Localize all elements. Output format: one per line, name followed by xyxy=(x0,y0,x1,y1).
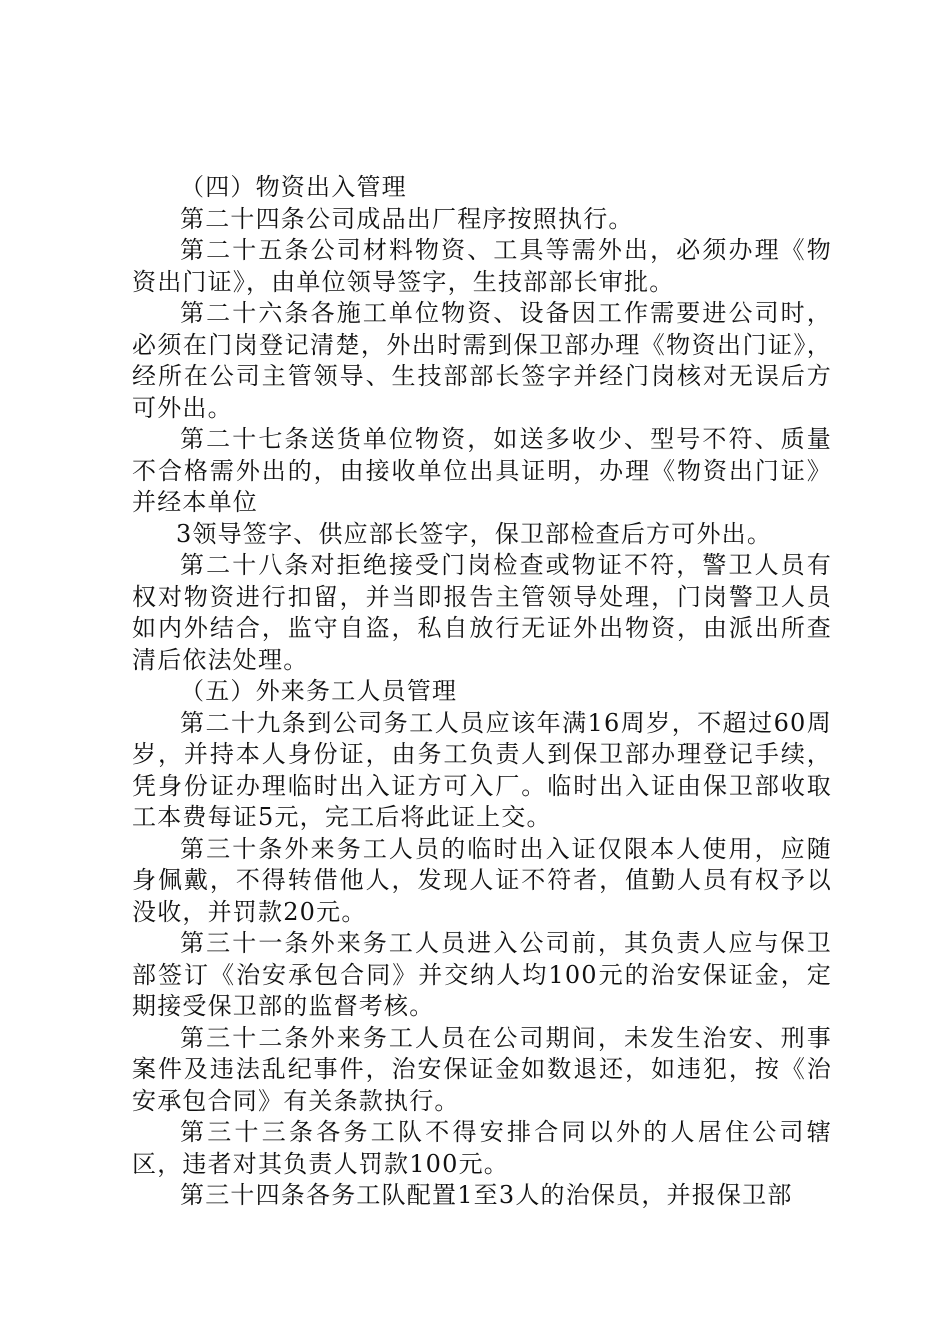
article-27-continued: 3领导签字、供应部长签字，保卫部检查后方可外出。 xyxy=(176,519,773,548)
article-31: 第三十一条外来务工人员进入公司前，其负责人应与保卫部签订《治安承包合同》并交纳人均100元的治安保证金，定期接受保卫部的监督考核。 xyxy=(132,929,832,1020)
article-28: 第二十八条对拒绝接受门岗检查或物证不符，警卫人员有权对物资进行扣留，并当即报告主管领导处理，门岗警卫人员如内外结合，监守自盗，私自放行无证外出物资，由派出所查清后依法处理。 xyxy=(132,551,832,674)
article-33: 第三十三条各务工队不得安排合同以外的人居住公司辖区，违者对其负责人罚款100元。 xyxy=(132,1118,832,1178)
section-heading-goods: （四）物资出入管理 xyxy=(180,173,407,201)
article-24: 第二十四条公司成品出厂程序按照执行。 xyxy=(180,204,634,233)
article-27: 第二十七条送货单位物资，如送多收少、型号不符、质量不合格需外出的，由接收单位出具证明，办理《物资出门证》并经本单位 xyxy=(132,425,832,516)
section-heading-workers: （五）外来务工人员管理 xyxy=(180,677,458,705)
document-body xyxy=(132,172,832,1212)
article-29: 第二十九条到公司务工人员应该年满16周岁，不超过60周岁，并持本人身份证，由务工负责人到保卫部办理登记手续，凭身份证办理临时出入证方可入厂。临时出入证由保卫部收取工本费每证5元，完工后将此证上交。 xyxy=(132,708,832,831)
article-32: 第三十二条外来务工人员在公司期间，未发生治安、刑事案件及违法乱纪事件，治安保证金如数退还，如违犯，按《治安承包合同》有关条款执行。 xyxy=(132,1023,832,1115)
article-25: 第二十五条公司材料物资、工具等需外出，必须办理《物资出门证》，由单位领导签字，生技部部长审批。 xyxy=(132,236,832,296)
article-34: 第三十四条各务工队配置1至3人的治保员，并报保卫部 xyxy=(180,1181,793,1209)
article-30: 第三十条外来务工人员的临时出入证仅限本人使用，应随身佩戴，不得转借他人，发现人证不符者，值勤人员有权予以没收，并罚款20元。 xyxy=(132,834,832,926)
article-26: 第二十六条各施工单位物资、设备因工作需要进公司时，必须在门岗登记清楚，外出时需到保卫部办理《物资出门证》，经所在公司主管领导、生技部部长签字并经门岗核对无误后方可外出。 xyxy=(132,299,832,422)
